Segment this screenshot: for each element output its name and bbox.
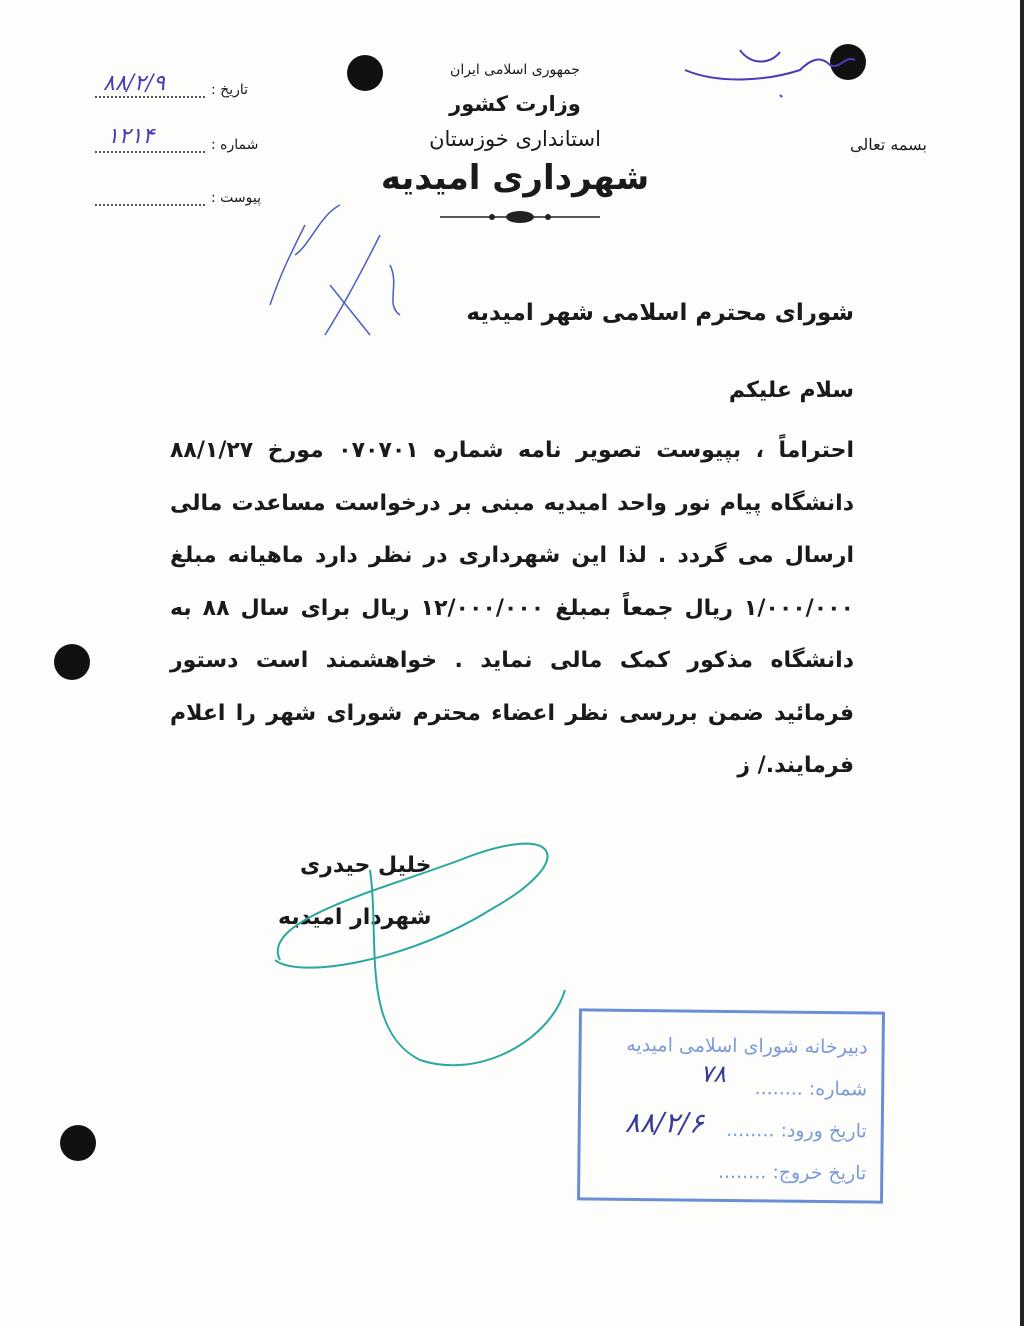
letter-body: احتراماً ، بپیوست تصویر نامه شماره ۰۷۰۷۰۱ مورخ ۸۸/۱/۲۷ دانشگاه پیام نور واحد امیدیه مبنی بر درخواست مساعدت مالی ارسال می گردد . لذا این شهرداری در نظر دارد ماهیانه مبلغ ۱/۰۰۰/۰۰۰ ریال جمعاً بمبلغ ۱۲/۰۰۰/۰۰۰ ریال برای سال ۸۸ به دانشگاه مذکور کمک مالی نماید . خواهشمند است دستور فرمائید ضمن بررسی نظر اعضاء محترم شورای شهر را اعلام فرمایند./ ز <box>170 438 854 778</box>
signature <box>260 800 580 1080</box>
handwritten-annotation <box>250 195 420 345</box>
header-country: جمهوری اسلامی ایران <box>450 62 580 78</box>
stamp-entry-row <box>595 1105 867 1153</box>
greeting: سلام علیکم <box>728 378 854 403</box>
attachment-field <box>95 190 261 206</box>
date-field <box>95 71 249 98</box>
punch-hole <box>54 644 90 680</box>
stamp-number-value: ۷۸ <box>700 1059 727 1088</box>
date-label: تاریخ : <box>211 82 249 98</box>
stamp-entry-value: ۸۸/۲/۶ <box>624 1105 705 1140</box>
number-value: ۱۲۱۴ <box>107 124 155 149</box>
punch-hole <box>347 55 383 91</box>
logo-basmala: بسمه تعالی <box>850 135 927 154</box>
stamp-exit-label: تاریخ خروج: ........ <box>717 1160 867 1185</box>
stamp-number-label: شماره: ........ <box>754 1077 868 1101</box>
recipient: شورای محترم اسلامی شهر امیدیه <box>466 300 854 326</box>
header-governorate: استانداری خوزستان <box>429 127 601 151</box>
council-stamp <box>577 1008 885 1203</box>
punch-hole <box>60 1125 96 1161</box>
header-municipality: شهرداری امیدیه <box>380 158 650 198</box>
stamp-title: دبیرخانه شورای اسلامی امیدیه <box>626 1033 868 1059</box>
signer-name: خلیل حیدری <box>300 853 432 878</box>
number-field <box>95 124 259 153</box>
stamp-entry-label: تاریخ ورود: ........ <box>726 1118 867 1143</box>
handwritten-note <box>680 40 860 100</box>
ornament-divider <box>440 210 600 224</box>
header-ministry: وزارت کشور <box>449 92 581 116</box>
signer-title: شهردار امیدیه <box>278 905 432 930</box>
attachment-label: پیوست : <box>211 190 261 206</box>
number-label: شماره : <box>211 137 259 153</box>
date-value: ۸۸/۲/۹ <box>103 71 166 96</box>
